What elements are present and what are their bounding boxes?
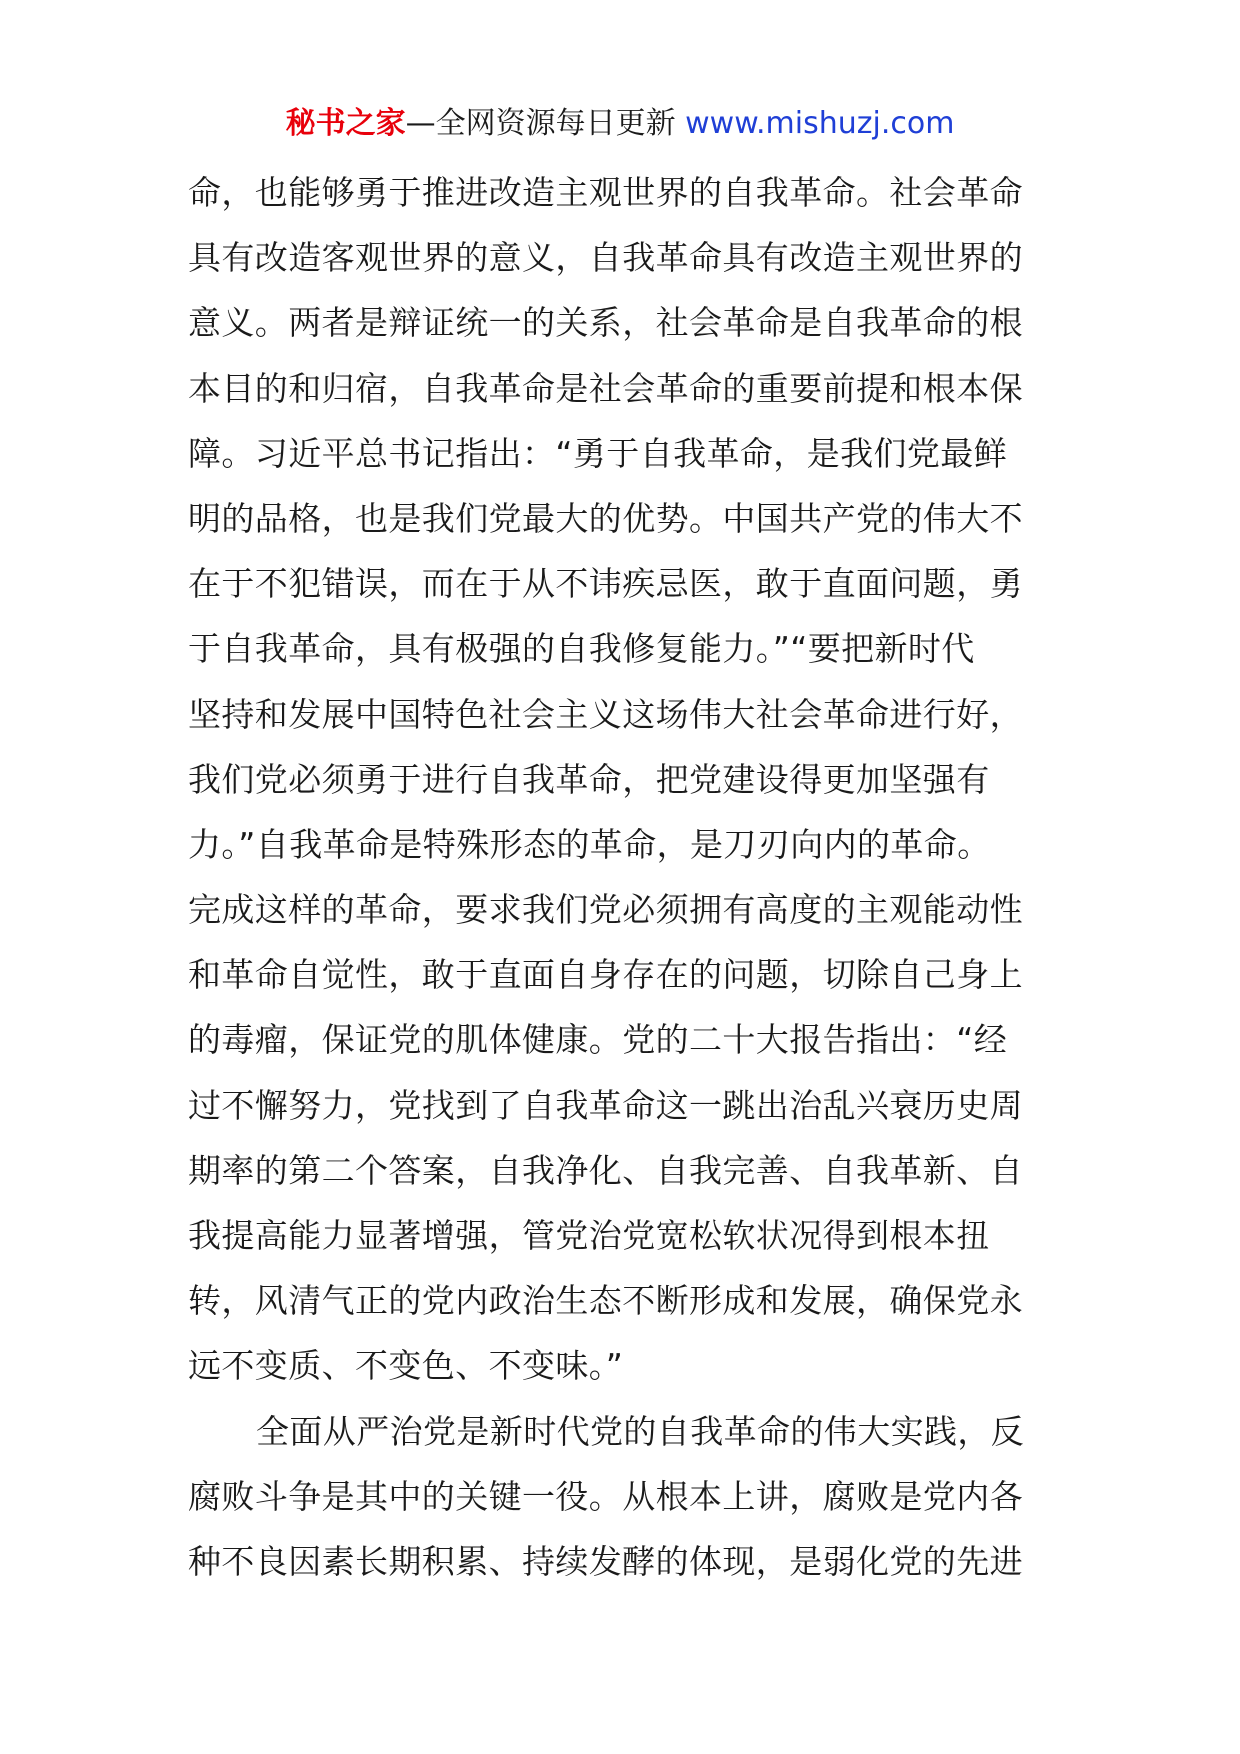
header-tagline: —全网资源每日更新 <box>405 106 676 141</box>
text-line: 明的品格，也是我们党最大的优势。中国共产党的伟大不 <box>188 498 1023 538</box>
text-line: 过不懈努力，党找到了自我革命这一跳出治乱兴衰历史周 <box>188 1085 1023 1125</box>
text-line: 具有改造客观世界的意义，自我革命具有改造主观世界的 <box>188 238 1023 278</box>
text-line: 转，风清气正的党内政治生态不断形成和发展，确保党永 <box>188 1281 1023 1321</box>
text-line: 全面从严治党是新时代党的自我革命的伟大实践，反 <box>256 1411 1025 1451</box>
text-line: 种不良因素长期积累、持续发酵的体现，是弱化党的先进 <box>188 1541 1023 1581</box>
text-line: 障。习近平总书记指出：“勇于自我革命，是我们党最鲜 <box>188 433 1008 473</box>
text-line: 坚持和发展中国特色社会主义这场伟大社会革命进行好， <box>188 694 1023 734</box>
text-line: 和革命自觉性，敢于直面自身存在的问题，切除自己身上 <box>188 955 1023 995</box>
text-line: 于自我革命，具有极强的自我修复能力。”“要把新时代 <box>188 629 975 669</box>
text-line: 完成这样的革命，要求我们党必须拥有高度的主观能动性 <box>188 890 1023 930</box>
brand-name: 秘书之家 <box>285 106 406 141</box>
text-line: 的毒瘤，保证党的肌体健康。党的二十大报告指出：“经 <box>188 1020 1008 1060</box>
page-header <box>0 102 1240 146</box>
text-line: 我提高能力显著增强，管党治党宽松软状况得到根本扭 <box>188 1216 990 1255</box>
text-line: 远不变质、不变色、不变味。” <box>188 1346 624 1386</box>
text-line: 本目的和归宿，自我革命是社会革命的重要前提和根本保 <box>188 368 1023 408</box>
text-line: 腐败斗争是其中的关键一役。从根本上讲，腐败是党内各 <box>188 1476 1023 1516</box>
text-line: 在于不犯错误，而在于从不讳疾忌医，敢于直面问题，勇 <box>188 564 1023 604</box>
text-line: 期率的第二个答案，自我净化、自我完善、自我革新、自 <box>188 1150 1023 1190</box>
document-body <box>188 160 1060 1594</box>
text-line: 力。”自我革命是特殊形态的革命，是刀刃向内的革命。 <box>188 824 991 864</box>
header-url[interactable]: www.mishuzj.com <box>685 106 955 141</box>
text-line: 我们党必须勇于进行自我革命，把党建设得更加坚强有 <box>188 759 990 799</box>
text-line: 命，也能够勇于推进改造主观世界的自我革命。社会革命 <box>188 173 1023 212</box>
text-line: 意义。两者是辩证统一的关系，社会革命是自我革命的根 <box>188 303 1023 343</box>
